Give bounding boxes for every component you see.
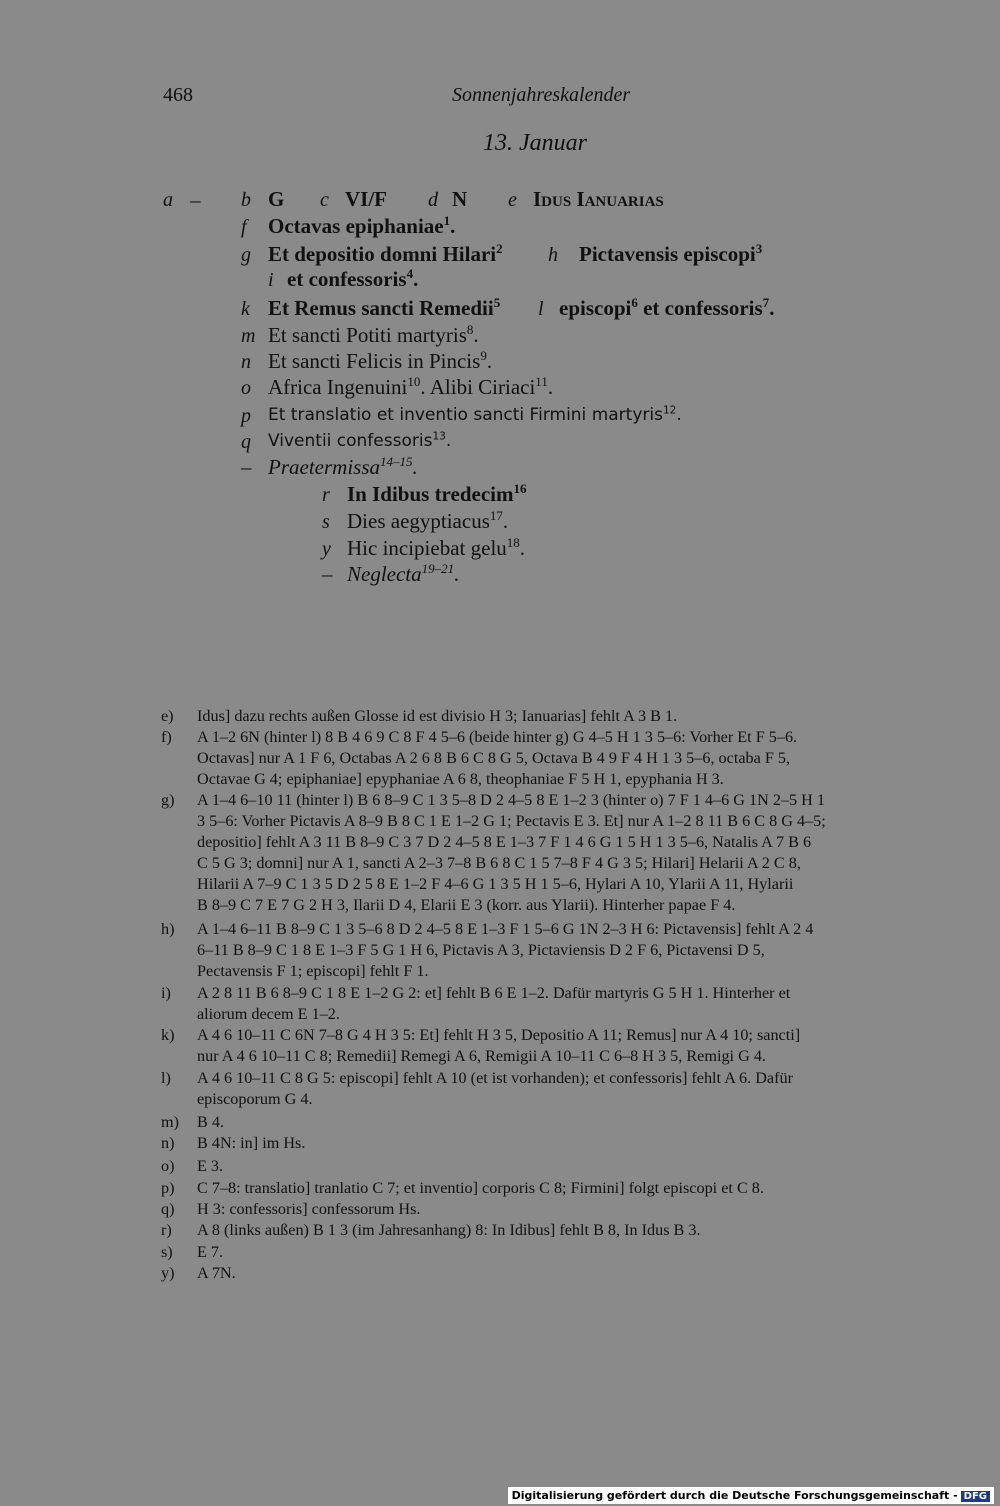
footnote-m: m) B 4. bbox=[161, 1113, 224, 1131]
dfg-logo: DFG bbox=[961, 1491, 990, 1502]
entry-label-l: l bbox=[538, 298, 544, 320]
entry-label-q: q bbox=[241, 431, 251, 453]
entry-g: Et depositio domni Hilari$^2$ bbox=[268, 241, 503, 266]
entry-label-neglecta: – bbox=[322, 562, 333, 586]
footer-text: Digitalisierung gefördert durch die Deutsche Forschungsgemeinschaft - bbox=[511, 1489, 958, 1502]
footnote-o: o) E 3. bbox=[161, 1157, 224, 1175]
entry-label-e: e bbox=[508, 189, 517, 211]
footnote-f: f) A 1–2 6N (hinter l) 8 B 4 6 9 C 8 F 4 5–6 (beide hinter g) G 4–5 H 1 3 5–6: Vorher Et F 5–6. Octavas] nur A 1 F 6, Octabas A 2 6 8 B 6 C 8 G 5, Octava B 4 9 F 4 H 1 3 5–6, octaba F 5, Octavae G 4; epiphaniae] epyphaniae A 6 8, theophaniae F 5 H 1, epyphania H 3. bbox=[161, 728, 798, 788]
entry-label-d: d bbox=[428, 189, 438, 211]
entry-label-b: b bbox=[241, 189, 251, 211]
entry-label-p: p bbox=[241, 405, 251, 427]
entry-text-e: Idus Ianuarias bbox=[533, 187, 664, 211]
footnote-q: q) H 3: confessoris] confessorum Hs. bbox=[161, 1200, 421, 1218]
entry-label-i: i bbox=[268, 269, 274, 291]
entry-m: Et sancti Potiti martyris$^8$. bbox=[268, 322, 479, 347]
entry-text-c: VI/F bbox=[345, 187, 387, 211]
entry-label-n: n bbox=[241, 351, 251, 373]
entry-s: Dies aegyptiacus$^{17}$. bbox=[347, 508, 509, 533]
entry-praetermissa: Praetermissa$^{14-15}$. bbox=[268, 454, 418, 479]
entry-y: Hic incipiebat gelu$^{18}$. bbox=[347, 535, 526, 560]
footnote-g: g) A 1–4 6–10 11 (hinter l) B 6 8–9 C 1 3 5–8 D 2 4–5 8 E 1–2 3 (hinter o) 7 F 1 4–6 G 1N 2–5 H 1 3 5–6: Vorher Pictavis A 8–9 B 8 C 1 E 1–2 G 1; Pectavis E 3. Et] nur A 1–2 8 11 B 6 C 8 G 4–5; depositio] fehlt A 3 11 B 8–9 C 3 7 D 2 4–5 8 E 1–3 7 F 1 4 6 G 1 5 H 1 3 5–6, Natalis A 7 B 6 C 5 G 3; domni] nur A 1, sancti A 2–3 7–8 B 6 8 C 1 5 7–8 F 4 G 3 5; Hilari] Helarii A 2 C 8, Hilarii A 7–9 C 1 3 5 D 2 5 8 E 1–2 F 4–6 G 1 3 5 H 1 5–6, Hylari A 10, Ylarii A 11, Hylarii B 8–9 C 7 E 7 G 2 H 3, Ilarii D 4, Elarii E 3 (korr. aus Ylarii). Hinterher papae F 4. bbox=[161, 791, 826, 914]
footnote-p: p) C 7–8: translatio] tranlatio C 7; et inventio] corporis C 8; Firmini] folgt episcopi et C 8. bbox=[161, 1179, 764, 1197]
entry-label-f: f bbox=[241, 216, 247, 238]
entry-label-h: h bbox=[548, 244, 558, 266]
entry-l: episcopi$^6$ et confessoris$^7$. bbox=[559, 295, 775, 320]
entry-label-m: m bbox=[241, 325, 256, 347]
entry-label-k: k bbox=[241, 298, 250, 320]
entry-f: Octavas epiphaniae$^1$. bbox=[268, 213, 456, 238]
running-title: Sonnenjahreskalender bbox=[452, 84, 631, 106]
entry-n: Et sancti Felicis in Pincis$^9$. bbox=[268, 348, 493, 373]
footnote-h: h) A 1–4 6–11 B 8–9 C 1 3 5–6 8 D 2 4–5 8 E 1–3 F 1 5–6 G 1N 2–3 H 6: Pictavensis] fehlt A 2 4 6–11 B 8–9 C 1 8 E 1–3 F 5 G 1 H 6, Pictavis A 3, Pictaviensis D 2 F 6, Pictavensi D 5, Pectavensis F 1; episcopi] fehlt F 1. bbox=[161, 920, 814, 980]
page-number: 468 bbox=[163, 84, 193, 106]
entry-r: In Idibus tredecim$^{16}$ bbox=[347, 481, 527, 506]
entry-h: Pictavensis episcopi$^3$ bbox=[579, 241, 763, 266]
entry-label-r: r bbox=[322, 484, 330, 506]
footnote-k: k) A 4 6 10–11 C 6N 7–8 G 4 H 3 5: Et] fehlt H 3 5, Depositio A 11; Remus] nur A 4 10; sancti] nur A 4 6 10–11 C 8; Remedii] Remegi A 6, Remigii A 10–11 C 6–8 H 3 5, Remigi G 4. bbox=[161, 1026, 801, 1065]
footnote-y: y) A 7N. bbox=[161, 1264, 236, 1282]
footnote-r: r) A 8 (links außen) B 1 3 (im Jahresanhang) 8: In Idibus] fehlt B 8, In Idus B 3. bbox=[161, 1221, 701, 1239]
entry-text-b: G bbox=[268, 187, 285, 211]
entry-label-o: o bbox=[241, 377, 251, 399]
date-heading: 13. Januar bbox=[483, 130, 587, 156]
entry-label-y: y bbox=[322, 538, 331, 560]
entry-label-praetermissa: – bbox=[241, 455, 252, 479]
entry-label-s: s bbox=[322, 511, 330, 533]
entry-text-d: N bbox=[452, 187, 468, 211]
footnote-e: e) Idus] dazu rechts außen Glosse id est divisio H 3; Ianuarias] fehlt A 3 B 1. bbox=[161, 707, 678, 725]
entry-q: Viventii confessoris$^{13}$. bbox=[268, 430, 452, 451]
entry-p: Et translatio et inventio sancti Firmini martyris$^{12}$. bbox=[268, 404, 682, 425]
entry-k: Et Remus sancti Remedii$^5$ bbox=[268, 295, 501, 320]
footnote-i: i) A 2 8 11 B 6 8–9 C 1 8 E 1–2 G 2: et] fehlt B 6 E 1–2. Dafür martyris G 5 H 1. Hinterher et aliorum decem E 1–2. bbox=[161, 984, 791, 1023]
footnote-l: l) A 4 6 10–11 C 8 G 5: episcopi] fehlt A 10 (et ist vorhanden); et confessoris] fehlt A 6. Dafür episcoporum G 4. bbox=[161, 1069, 793, 1108]
entry-label-c: c bbox=[320, 189, 329, 211]
funding-footer bbox=[508, 1487, 994, 1504]
entry-i: et confessoris$^4$. bbox=[287, 266, 419, 291]
entry-dash-a: – bbox=[190, 188, 201, 212]
footnote-s: s) E 7. bbox=[161, 1243, 224, 1261]
entry-o: Africa Ingenuini$^{10}$. Alibi Ciriaci$^{11}$. bbox=[268, 374, 554, 399]
entry-label-a: a bbox=[163, 189, 173, 211]
footnote-n: n) B 4N: in] im Hs. bbox=[161, 1134, 306, 1152]
entry-label-g: g bbox=[241, 244, 251, 266]
entry-neglecta: Neglecta$^{19-21}$. bbox=[347, 561, 460, 586]
